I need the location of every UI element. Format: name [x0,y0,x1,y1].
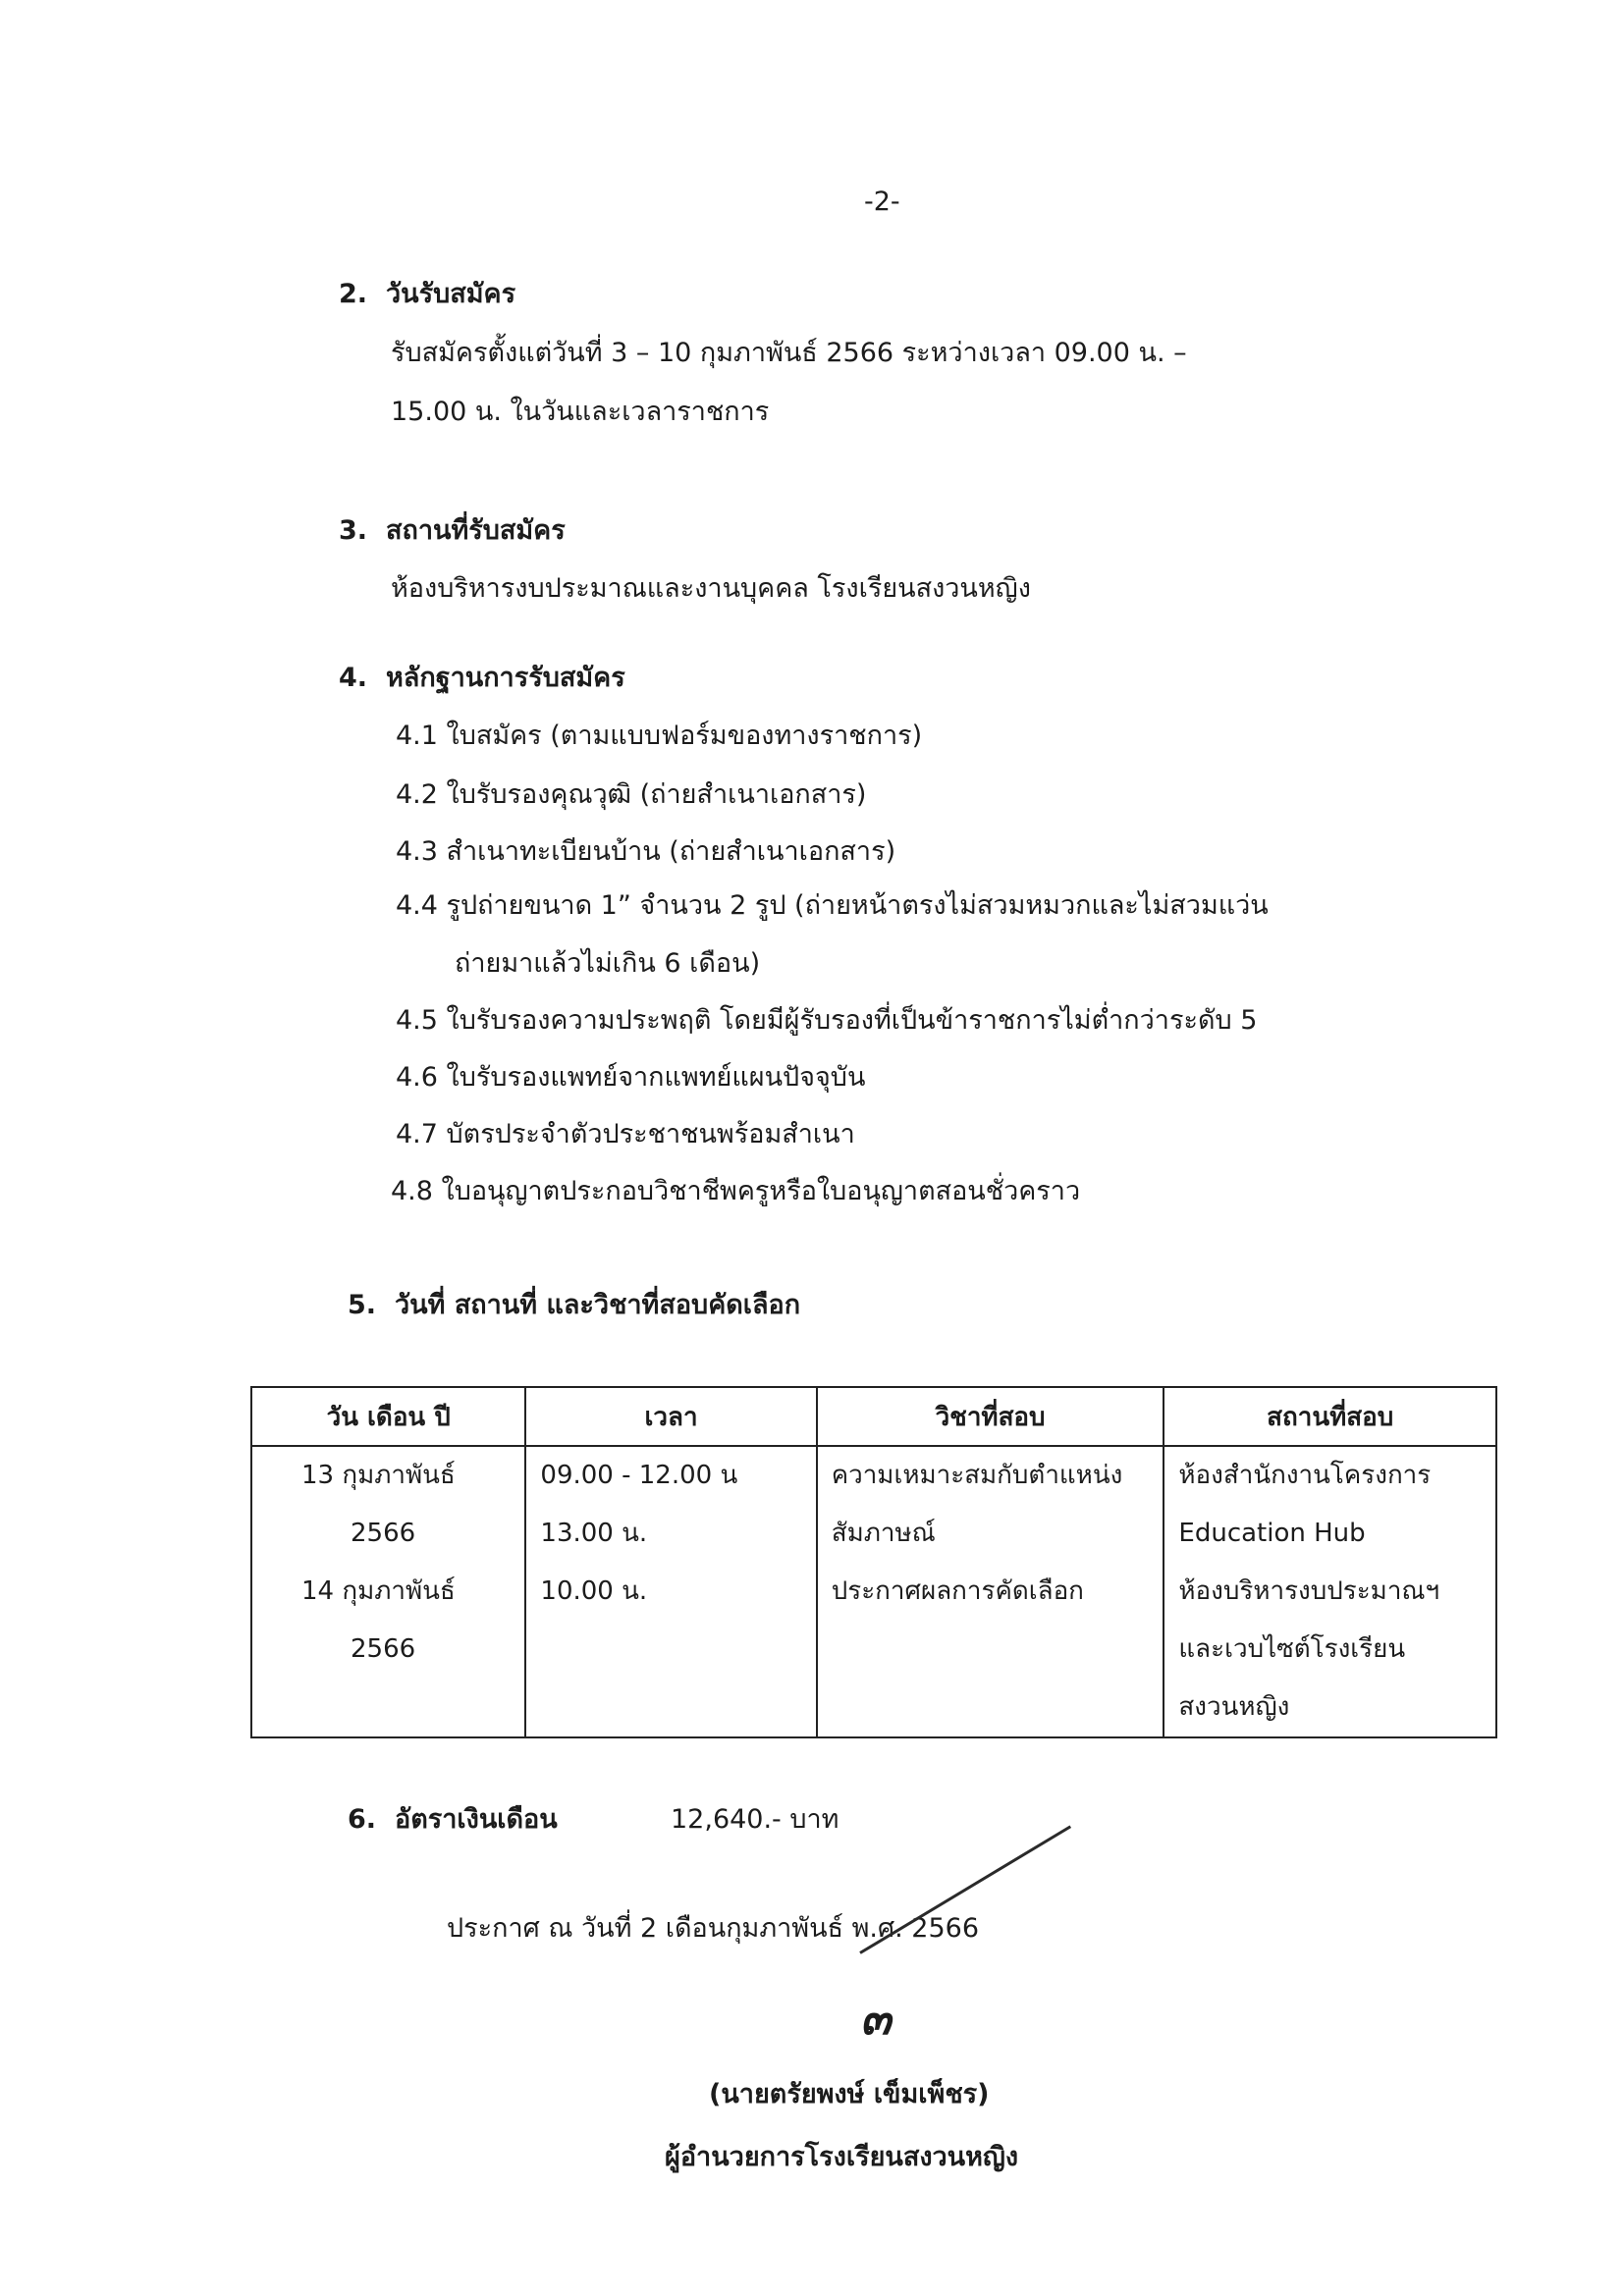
requirement-item: 4.1 ใบสมัคร (ตามแบบฟอร์มของทางราชการ) [396,721,923,751]
header-date: วัน เดือน ปี [251,1387,525,1446]
section-2-line-1: รับสมัครตั้งแต่วันที่ 3 – 10 กุมภาพันธ์ 2566 ระหว่างเวลา 09.00 น. – [391,338,1187,368]
section-2-heading [339,277,515,312]
time-cell [525,1446,816,1737]
section-2-title: วันรับสมัคร [386,279,516,309]
requirement-item: 4.4 รูปถ่ายขนาด 1” จำนวน 2 รูป (ถ่ายหน้าตรงไม่สวมหมวกและไม่สวมแว่น [396,890,1269,921]
requirement-item: 4.5 ใบรับรองความประพฤติ โดยมีผู้รับรองที่เป็นข้าราชการไม่ต่ำกว่าระดับ 5 [396,1005,1258,1036]
section-5-heading [348,1288,800,1323]
subject-cell [817,1446,1164,1737]
place-line: สงวนหญิง [1178,1692,1290,1722]
requirement-item: 4.6 ใบรับรองแพทย์จากแพทย์แผนปัจจุบัน [396,1062,866,1093]
subject-line: ความเหมาะสมกับตำแหน่ง [831,1461,1123,1490]
section-4-heading [339,661,625,696]
time-line: 13.00 น. [540,1519,648,1548]
section-3-line-1: ห้องบริหารงบประมาณและงานบุคคล โรงเรียนสงวนหญิง [391,573,1031,604]
signer-name: (นายตรัยพงษ์ เข็มเพ็ชร) [709,2079,990,2109]
section-4-number: 4. [339,663,368,693]
section-3-heading [339,513,566,549]
section-3-number: 3. [339,515,368,546]
time-line: 09.00 - 12.00 น [540,1461,738,1490]
section-2-number: 2. [339,279,368,309]
requirement-item-continuation: ถ่ายมาแล้วไม่เกิน 6 เดือน) [455,948,761,979]
header-subject: วิชาที่สอบ [817,1387,1164,1446]
date-line: 13 กุมภาพันธ์ [301,1461,456,1490]
section-5-title: วันที่ สถานที่ และวิชาที่สอบคัดเลือก [395,1290,801,1320]
announcement-date: ประกาศ ณ วันที่ 2 เดือนกุมภาพันธ์ พ.ศ. 2566 [447,1913,980,1944]
header-time: เวลา [525,1387,816,1446]
place-line: Education Hub [1178,1519,1366,1548]
salary-amount: 12,640.- บาท [671,1804,839,1835]
place-cell [1164,1446,1496,1737]
date-line: 2566 [351,1519,416,1548]
requirement-item: 4.8 ใบอนุญาตประกอบวิชาชีพครูหรือใบอนุญาตสอนชั่วคราว [391,1176,1081,1206]
section-6-heading [348,1802,558,1838]
place-line: ห้องบริหารงบประมาณฯ [1178,1576,1440,1606]
place-line: และเวบไซต์โรงเรียน [1178,1634,1406,1664]
requirement-item: 4.3 สำเนาทะเบียนบ้าน (ถ่ายสำเนาเอกสาร) [396,836,896,867]
section-2-line-2: 15.00 น. ในวันและเวลาราชการ [391,397,770,427]
requirement-item: 4.7 บัตรประจำตัวประชาชนพร้อมสำเนา [396,1119,855,1149]
date-cell [251,1446,525,1737]
section-6-number: 6. [348,1804,377,1835]
section-3-title: สถานที่รับสมัคร [386,515,566,546]
page-number: -2- [864,187,900,217]
section-6-title: อัตราเงินเดือน [395,1804,558,1835]
date-line: 2566 [351,1634,416,1664]
subject-line: สัมภาษณ์ [831,1519,936,1548]
table-row [251,1446,1496,1737]
requirement-item: 4.2 ใบรับรองคุณวุฒิ (ถ่ายสำเนาเอกสาร) [396,779,867,810]
subject-line: ประกาศผลการคัดเลือก [831,1576,1084,1606]
place-line: ห้องสำนักงานโครงการ [1178,1461,1432,1490]
section-4-title: หลักฐานการรับสมัคร [386,663,625,693]
header-place: สถานที่สอบ [1164,1387,1496,1446]
table-header-row [251,1387,1496,1446]
time-line: 10.00 น. [540,1576,648,1606]
date-line: 14 กุมภาพันธ์ [301,1576,456,1606]
exam-schedule-table [250,1386,1497,1738]
section-5-number: 5. [348,1290,377,1320]
signer-title: ผู้อำนวยการโรงเรียนสงวนหญิง [665,2142,1019,2172]
signature-mark: ๓ [860,1992,892,2045]
